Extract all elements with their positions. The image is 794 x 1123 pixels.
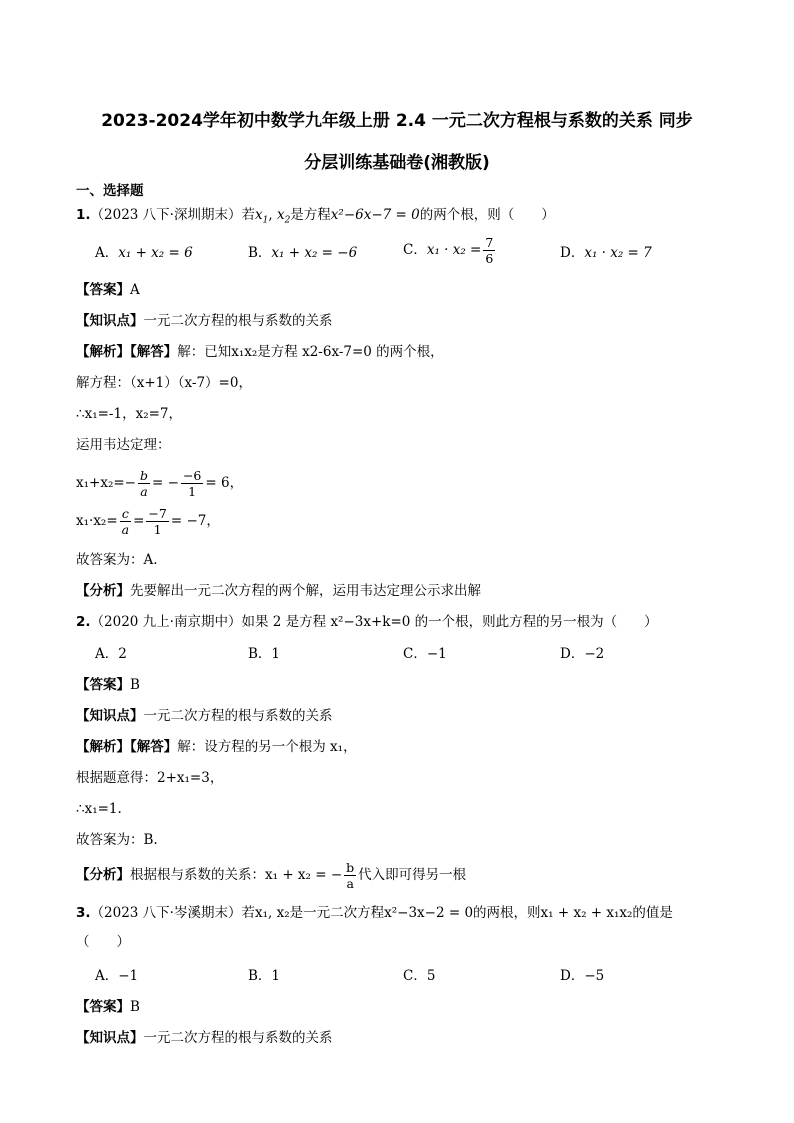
- q1-conclusion: 故答案为：A.: [76, 552, 158, 568]
- q1-option-c: [403, 235, 497, 266]
- q1-option-a-label: A．: [95, 245, 119, 261]
- question-2-text: 如果 2 是方程 x²−3x+k=0 的一个根，则此方程的另一根为（ ）: [241, 614, 658, 630]
- question-1-text-c: 的两个根，则（ ）: [419, 207, 555, 223]
- q3-knowledge-text: 一元二次方程的根与系数的关系: [143, 1030, 333, 1046]
- q1-prod-prefix: x₁·x₂=: [76, 513, 118, 529]
- q1-prod-denominator: 1: [153, 522, 162, 537]
- q1-sum-frac-ba: [138, 468, 150, 499]
- question-2-number: 2.: [76, 614, 91, 630]
- q1-sum-formula: [76, 466, 243, 500]
- q2-fenxi-end: 代入即可得另一根: [358, 867, 467, 883]
- q1-option-a-expr: x₁ + x₂ = 6: [118, 245, 193, 261]
- q1-prod-a: a: [121, 522, 130, 537]
- question-1-stem: [76, 205, 555, 231]
- question-3-source: （2023 八下·岑溪期末）: [90, 905, 242, 921]
- q3-option-c: C．5: [403, 968, 436, 984]
- q1-sum-numerator: −6: [182, 468, 202, 483]
- q1-comma: ,: [268, 207, 277, 223]
- q2-fenxi-b: b: [346, 860, 355, 875]
- q1-var-x2: $x_2$: [276, 207, 291, 226]
- q2-option-a: A．2: [95, 646, 127, 662]
- q1-prod-numerator: −7: [148, 506, 167, 521]
- q1-product-formula: [76, 504, 220, 538]
- q2-conclusion: 故答案为：B.: [76, 832, 158, 848]
- q2-answer-tag: 【答案】: [76, 677, 130, 693]
- q1-sum-prefix: x₁+x₂=−: [76, 475, 136, 491]
- q2-analysis-tag: 【解析】【解答】: [76, 739, 178, 755]
- q1-option-d-expr: x₁ · x₂ = 7: [584, 245, 652, 261]
- q1-var-x1: $x_1$: [254, 207, 269, 226]
- q2-answer: [76, 675, 140, 695]
- q3-answer: [76, 997, 140, 1017]
- page-title-line-2: 分层训练基础卷(湘教版): [304, 153, 490, 173]
- q1-option-d-label: D．: [560, 245, 585, 261]
- q1-option-b: [248, 243, 357, 263]
- q1-sum-denominator: 1: [188, 484, 197, 499]
- q2-fenxi-a: a: [346, 876, 354, 891]
- q1-analysis-1: [76, 342, 444, 362]
- page-title-line-1: 2023-2024学年初中数学九年级上册 2.4 一元二次方程根与系数的关系 同步: [101, 111, 693, 131]
- q1-prod-frac-value: [146, 506, 168, 537]
- q2-knowledge-text: 一元二次方程的根与系数的关系: [143, 708, 333, 724]
- q1-option-c-denominator: 6: [485, 251, 494, 266]
- q1-fenxi-text: 先要解出一元二次方程的两个解，运用韦达定理公示求出解: [130, 583, 481, 599]
- q2-analysis-text-1: 解：设方程的另一个根为 x₁，: [177, 739, 357, 755]
- q3-knowledge-tag: 【知识点】: [76, 1030, 144, 1046]
- q2-option-d: D．−2: [560, 646, 605, 662]
- question-3-number: 3.: [76, 905, 91, 921]
- q1-option-c-expr: x₁ · x₂ =: [426, 242, 482, 258]
- q1-fenxi: [76, 581, 481, 601]
- q1-option-a: [95, 243, 193, 263]
- q2-fenxi-tag: 【分析】: [76, 867, 130, 883]
- q2-option-c: C．−1: [403, 646, 447, 662]
- question-1-equation: x²−6x−7 = 0: [330, 207, 420, 223]
- q2-knowledge-tag: 【知识点】: [76, 708, 144, 724]
- q1-answer-tag: 【答案】: [76, 282, 130, 298]
- q1-answer: [76, 280, 140, 300]
- q1-answer-value: A: [130, 282, 140, 298]
- q2-analysis-1: [76, 737, 357, 757]
- question-1-text-a: 若: [241, 207, 255, 223]
- q2-option-b: B．1: [248, 646, 281, 662]
- q3-option-a: A．−1: [95, 968, 139, 984]
- question-1-text-b: 是方程: [290, 207, 331, 223]
- q3-answer-tag: 【答案】: [76, 999, 130, 1015]
- question-1-number: 1.: [76, 207, 91, 223]
- q1-knowledge-text: 一元二次方程的根与系数的关系: [143, 313, 333, 329]
- question-2-source: （2020 九上·南京期中）: [90, 614, 242, 630]
- q1-analysis-tag: 【解析】【解答】: [76, 344, 178, 360]
- q1-prod-frac-ca: [120, 506, 131, 537]
- q1-knowledge-tag: 【知识点】: [76, 313, 144, 329]
- q3-option-b: B．1: [248, 968, 281, 984]
- q3-option-d: D．−5: [560, 968, 605, 984]
- question-2-stem: [76, 612, 658, 632]
- q1-analysis-4: 运用韦达定理：: [76, 437, 171, 453]
- q2-analysis-2: 根据题意得：2+x₁=3，: [76, 770, 224, 786]
- q1-option-c-numerator: 7: [485, 235, 494, 250]
- q2-answer-value: B: [130, 677, 140, 693]
- q1-option-b-label: B．: [248, 245, 272, 261]
- q2-knowledge: [76, 706, 333, 726]
- section-heading: 一、选择题: [76, 183, 144, 199]
- q1-sum-mid: = −: [152, 475, 179, 491]
- q3-knowledge: [76, 1028, 333, 1048]
- q3-answer-value: B: [130, 999, 140, 1015]
- q1-analysis-2: 解方程：（x+1）（x-7）=0，: [76, 375, 252, 391]
- question-3-stem-2: （ ）: [76, 934, 130, 950]
- q1-prod-end: = −7，: [170, 513, 220, 529]
- q1-option-c-label: C．: [403, 242, 427, 258]
- question-1-source: （2023 八下·深圳期末）: [90, 207, 242, 223]
- q1-option-c-fraction: [483, 235, 495, 266]
- q1-prod-mid: =: [133, 513, 145, 529]
- q1-analysis-text-1: 解：已知x₁x₂是方程 x2-6x-7=0 的两个根，: [177, 344, 444, 360]
- q1-prod-c: c: [121, 506, 129, 521]
- q1-analysis-3: ∴x₁=-1，x₂=7，: [76, 406, 183, 422]
- q2-fenxi-fraction: [344, 860, 356, 891]
- q1-x1-letter: x: [254, 207, 263, 223]
- q1-option-b-expr: x₁ + x₂ = −6: [271, 245, 358, 261]
- q1-fenxi-tag: 【分析】: [76, 583, 130, 599]
- q1-knowledge: [76, 311, 333, 331]
- question-3-text: 若x₁, x₂是一元二次方程x²−3x−2 = 0的两根，则x₁ + x₂ + x₁x₂的值是: [241, 905, 673, 921]
- question-3-stem: [76, 903, 673, 923]
- q1-sum-a: a: [140, 484, 148, 499]
- q1-sum-frac-value: [181, 468, 203, 499]
- q1-option-d: [560, 243, 652, 263]
- q1-sum-b: b: [140, 468, 149, 483]
- q1-sum-end: = 6，: [205, 475, 244, 491]
- q2-fenxi-formula: 根据根与系数的关系：x₁ + x₂ = −: [130, 867, 343, 883]
- q2-analysis-3: ∴x₁=1.: [76, 801, 122, 817]
- q2-fenxi: [76, 858, 466, 892]
